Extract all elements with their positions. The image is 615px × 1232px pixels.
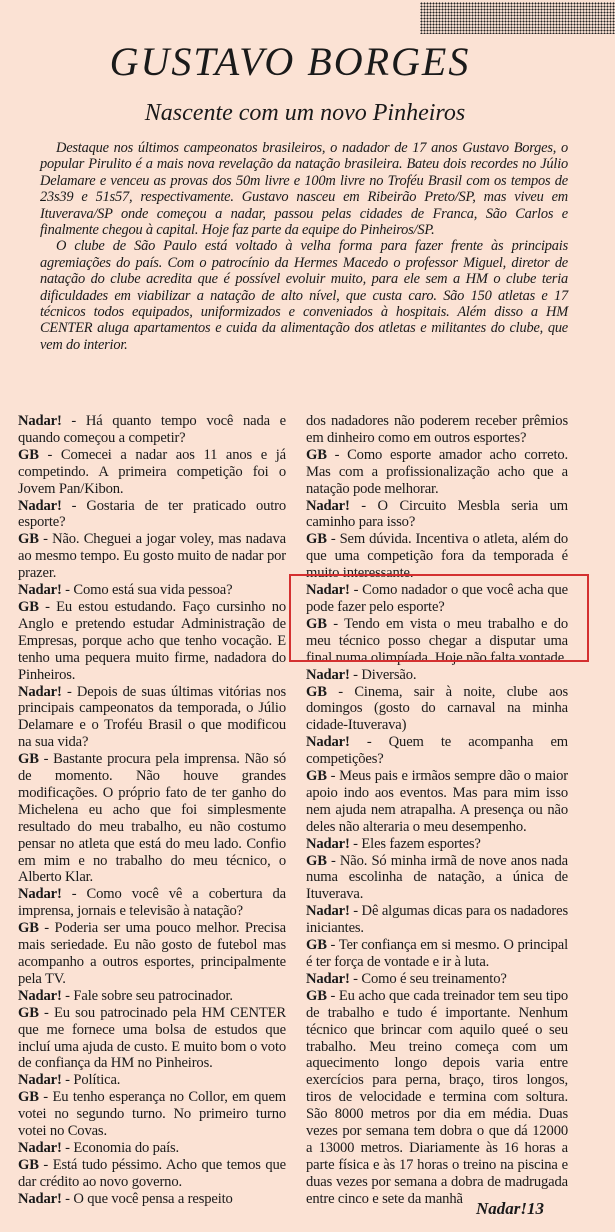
speaker-label: GB xyxy=(306,683,327,700)
page-footer: Nadar!13 xyxy=(476,1199,545,1218)
entry-text: - Poderia ser uma pouco melhor. Precisa mais seriedade. Eu não gosto de futebol mas acompanho a outros esportes, principalmente pela TV. xyxy=(18,920,286,987)
entry-text: - Eu estou estudando. Faço cursinho no Anglo e pretendo estudar Administração de Empresas, porque acho que tenho vocação. E tenho uma pequera muito firme, nadadora do Pinheiros. xyxy=(18,598,286,683)
speaker-label: Nadar! xyxy=(18,582,62,599)
interview-entry xyxy=(18,751,286,886)
interview-entry xyxy=(306,498,568,532)
speaker-label: Nadar! xyxy=(306,582,350,599)
entry-text: - Economia do país. xyxy=(61,1139,180,1156)
entry-text: - Há quanto tempo você nada e quando começou a competir? xyxy=(18,413,286,446)
interview-entry xyxy=(18,1089,286,1140)
interview-entry xyxy=(18,1005,286,1073)
speaker-label: GB xyxy=(306,987,327,1004)
speaker-label: GB xyxy=(18,920,39,937)
interview-entry xyxy=(18,1140,286,1157)
interview-entry xyxy=(18,920,286,988)
entry-text: - Depois de suas últimas vitórias nos principais campeonatos da temporada, o Júlio Delamare e o Troféu Brasil o que modificou na sua vida? xyxy=(18,683,286,751)
entry-text: - Não. Cheguei a jogar voley, mas nadava ao mesmo tempo. Eu gosto muito de nadar por prazer. xyxy=(18,531,286,582)
entry-text: - Ter confiança em si mesmo. O principal é ter força de vontade e ir à luta. xyxy=(306,937,568,970)
entry-text: - Comecei a nadar aos 11 anos e já competindo. A primeira competição foi o Jovem Pan/Kibon. xyxy=(18,446,286,497)
interview-entry xyxy=(306,988,568,1208)
intro-paragraph: O clube de São Paulo está voltado à velha forma para fazer frente às principais agremiações do país. Com o patrocínio da Hermes Macedo o professor Miguel, diretor de natação do clube acredita que é possível evoluir muito, para ele sem a HM o clube teria dificuldades em viabilizar a natação de alto nível, que custa caro. São 150 atletas e 17 técnicos todos equipados, uniformizados e conveniados à hospitais. Além disso a HM CENTER aluga apartamentos e cuida da alimentação dos atletas e militantes do clube, que vem do interior. xyxy=(40,238,568,353)
entry-text: - O Circuito Mesbla seria um caminho para isso? xyxy=(306,497,568,531)
speaker-label: Nadar! xyxy=(18,497,62,514)
intro-text xyxy=(40,140,568,353)
entry-text: - Como esporte amador acho correto. Mas com a profissionalização acho que a natação pode melhorar. xyxy=(306,446,568,497)
halftone-dot-bar xyxy=(420,2,615,34)
interview-entry xyxy=(18,684,286,752)
interview-entry xyxy=(306,836,568,853)
article-subtitle: Nascente com um novo Pinheiros xyxy=(144,100,466,126)
entry-text: - Tendo em vista o meu trabalho e do meu técnico posso chegar a disputar uma final numa olimpíada. Hoje não falta vontade. xyxy=(306,615,568,666)
entry-text: - Dê algumas dicas para os nadadores iniciantes. xyxy=(306,903,568,937)
speaker-label: GB xyxy=(306,531,327,548)
entry-text: - Eu sou patrocinado pela HM CENTER que me fornece uma bolsa de estudos que incluí uma ajuda de custo. E muito bom o voto de confiança da HM no Pinheiros. xyxy=(18,1004,286,1072)
entry-text: - Cinema, sair à noite, clube aos domingos (gosto do carnaval na minha cidade-Ituverava) xyxy=(306,683,568,734)
entry-text: dos nadadores não poderem receber prêmios em dinheiro como em outros esportes? xyxy=(306,413,568,446)
speaker-label: GB xyxy=(18,1004,39,1021)
entry-text: - Está tudo péssimo. Acho que temos que dar crédito ao novo governo. xyxy=(18,1156,286,1190)
entry-text: - Como é seu treinamento? xyxy=(349,970,507,987)
entry-text: - Eu tenho esperança no Collor, em quem votei no segundo turno. No primeiro turno votei no Covas. xyxy=(18,1089,286,1140)
speaker-label: GB xyxy=(306,768,327,785)
interview-entry xyxy=(306,667,568,684)
speaker-label: GB xyxy=(18,1089,39,1106)
speaker-label: GB xyxy=(18,446,39,463)
speaker-label: GB xyxy=(306,937,327,954)
entry-text: - Como está sua vida pessoa? xyxy=(61,582,233,599)
highlight-box xyxy=(289,574,589,662)
entry-text: - Como nadador o que você acha que pode fazer pelo esporte? xyxy=(306,582,568,615)
entry-text: - Eles fazem esportes? xyxy=(349,835,481,852)
interview-entry xyxy=(18,988,286,1005)
entry-text: - Gostaria de ter praticado outro esporte? xyxy=(18,497,286,531)
interview-right-column xyxy=(306,413,568,1208)
interview-entry xyxy=(306,684,568,735)
speaker-label: Nadar! xyxy=(306,497,350,514)
interview-entry xyxy=(306,937,568,971)
interview-entry xyxy=(18,413,286,447)
speaker-label: Nadar! xyxy=(18,886,62,903)
interview-left-column xyxy=(18,413,286,1208)
entry-text: - Diversão. xyxy=(349,666,417,683)
speaker-label: Nadar! xyxy=(18,987,62,1004)
speaker-label: GB xyxy=(306,852,327,869)
interview-entry xyxy=(18,1157,286,1191)
speaker-label: GB xyxy=(18,1156,39,1173)
speaker-label: Nadar! xyxy=(18,413,62,429)
speaker-label: GB xyxy=(18,598,39,615)
interview-entry xyxy=(18,1072,286,1089)
interview-entry xyxy=(306,768,568,836)
interview-entry xyxy=(18,886,286,920)
speaker-label: Nadar! xyxy=(306,734,350,751)
entry-text: - Meus pais e irmãos sempre dão o maior apoio indo aos eventos. Mas para mim isso nem ajuda nem atrapalha. A presença ou não deles não alteraria o meu desempenho. xyxy=(306,768,568,835)
speaker-label: Nadar! xyxy=(18,683,62,700)
speaker-label: Nadar! xyxy=(306,835,350,852)
interview-entry xyxy=(306,413,568,447)
interview-entry xyxy=(306,853,568,904)
interview-entry xyxy=(306,447,568,498)
speaker-label: GB xyxy=(306,446,327,463)
entry-text: - Bastante procura pela imprensa. Não só de momento. Não houve grandes modificações. O próprio fato de ter ganho do Michelena eu acho que foi simplesmente resultado do meu trabalho, eu não costumo pensar no atleta que está do meu lado. Confio em mim e no trabalho do meu técnico, o Alberto Klar. xyxy=(18,751,286,886)
speaker-label: GB xyxy=(18,531,39,548)
speaker-label: GB xyxy=(18,751,39,768)
entry-text: - Sem dúvida. Incentiva o atleta, além do que uma competição fora da temporada é muito interessante. xyxy=(306,531,568,582)
interview-entry xyxy=(18,498,286,532)
speaker-label: Nadar! xyxy=(306,903,350,920)
entry-text: - Eu acho que cada treinador tem seu tipo de trabalho e tudo é importante. Nenhum técnico que brincar com aquilo queé o seu trabalho. Meu treino começa com um aquecimento longo depois varia entre exercícios para perna, braço, tiros longos, tiros de velocidade e termina com soltura. São 8000 metros por dia em média. Duas vezes por semana tem dobra o que dá 12000 a 13000 metros. Diariamente às 16 horas a parte física e às 17 horas o treino na piscina e duas vezes por semana a dobra de madrugada entre cinco e sete da manhã xyxy=(306,987,568,1207)
intro-paragraph: Destaque nos últimos campeonatos brasileiros, o nadador de 17 anos Gustavo Borges, o popular Pirulito é a mais nova revelação da natação brasileira. Bateu dois recordes no Júlio Delamare e venceu as provas dos 50m livre e 100m livre no Troféu Brasil com os tempos de 23s39 e 51s57, respectivamente. Gustavo nasceu em Ribeirão Preto/SP, mas viveu em Ituverava/SP onde começou a nadar, passou pelas cidades de Franca, São Carlos e finalmente chegou à capital. Hoje faz parte da equipe do Pinheiros/SP. xyxy=(40,140,568,239)
speaker-label: Nadar! xyxy=(18,1190,62,1207)
entry-text: - Não. Só minha irmã de nove anos nada numa escolinha de natação, a única de Ituverava. xyxy=(306,852,568,903)
entry-text: - Política. xyxy=(61,1072,121,1089)
interview-entry xyxy=(306,903,568,937)
interview-entry xyxy=(18,531,286,582)
speaker-label: Nadar! xyxy=(306,666,350,683)
entry-text: - Quem te acompanha em competições? xyxy=(306,734,568,768)
speaker-label: Nadar! xyxy=(18,1072,62,1089)
interview-entry xyxy=(18,447,286,498)
interview-entry xyxy=(306,734,568,768)
interview-entry xyxy=(18,1191,286,1208)
speaker-label: Nadar! xyxy=(18,1139,62,1156)
interview-entry xyxy=(306,971,568,988)
entry-text: - Fale sobre seu patrocinador. xyxy=(61,987,233,1004)
interview-entry xyxy=(18,582,286,599)
entry-text: - O que você pensa a respeito xyxy=(61,1190,233,1207)
entry-text: - Como você vê a cobertura da imprensa, jornais e televisão à natação? xyxy=(18,886,286,920)
article-title: GUSTAVO BORGES xyxy=(109,39,471,84)
speaker-label: GB xyxy=(306,615,327,632)
interview-entry xyxy=(18,599,286,684)
speaker-label: Nadar! xyxy=(306,970,350,987)
